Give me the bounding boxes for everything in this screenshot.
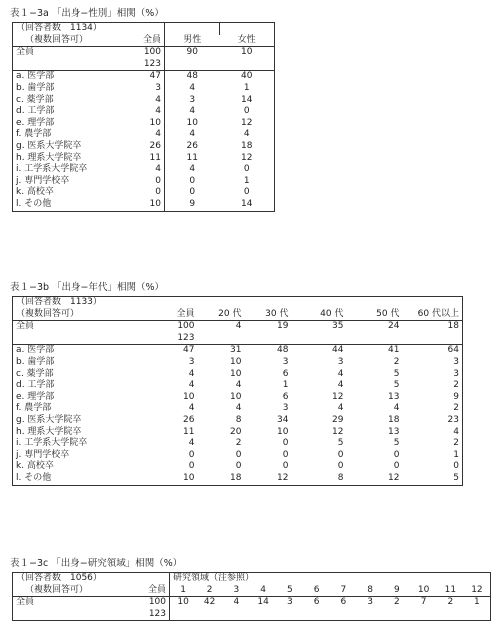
- multi-answer-note: （複数回答可）: [25, 584, 89, 595]
- table-row: [13, 106, 275, 118]
- area-num: 11: [444, 584, 457, 595]
- cell: 4: [113, 129, 165, 141]
- cell: 0: [243, 164, 250, 175]
- table-b-header-row-1: [13, 297, 463, 309]
- cell: 31: [230, 345, 242, 356]
- row-label: 全員: [16, 321, 35, 332]
- cell: 0: [337, 449, 344, 460]
- cell: 29: [332, 414, 344, 425]
- table-c-total-row: [13, 597, 491, 609]
- table-a-total-row: [13, 47, 275, 59]
- cell: 4: [189, 129, 196, 140]
- cell: 0: [282, 449, 289, 460]
- table-c: [12, 572, 491, 621]
- cell: 3: [337, 356, 344, 367]
- table-b-count-row: [13, 333, 463, 345]
- table-row: [13, 369, 463, 381]
- table-row: [13, 129, 275, 141]
- row-label: j. 専門学校卒: [16, 175, 70, 186]
- table-row: [13, 345, 463, 357]
- header-30s: 30 代: [265, 308, 289, 319]
- cell: 0: [453, 461, 459, 472]
- cell: 4: [188, 380, 195, 391]
- cell: 4: [235, 321, 242, 332]
- cell: 14: [241, 198, 253, 209]
- row-label: a. 医学部: [16, 71, 55, 82]
- cell: 10: [113, 199, 165, 211]
- table-row: [13, 438, 463, 450]
- row-label: g. 医系大学院卒: [16, 414, 82, 425]
- cell: 4: [393, 403, 400, 414]
- cell: 4: [337, 380, 344, 391]
- cell: 0: [393, 449, 400, 460]
- cell: 7: [420, 597, 427, 608]
- cell: 8: [235, 414, 242, 425]
- cell: 10: [241, 47, 253, 58]
- table-row: [13, 415, 463, 427]
- table-b-body: [13, 345, 463, 485]
- cell: 0: [235, 461, 242, 472]
- cell: 47: [113, 71, 165, 83]
- cell: 26: [186, 140, 198, 151]
- cell: 0: [189, 175, 196, 186]
- cell-count: 123: [113, 59, 165, 71]
- cell: 1: [243, 175, 250, 186]
- table-a-title: 表１−3a 「出身−性別」相関（%）: [10, 8, 164, 19]
- cell: 2: [393, 356, 400, 367]
- row-label: c. 薬学部: [16, 94, 54, 105]
- header-40s: 40 代: [320, 308, 344, 319]
- area-num: 1: [180, 584, 186, 595]
- cell: 4: [113, 95, 165, 107]
- row-label: i. 工学系大学院卒: [16, 438, 88, 449]
- cell: 0: [393, 461, 400, 472]
- table-row: [13, 380, 463, 392]
- cell: 1: [453, 449, 459, 460]
- cell: 42: [203, 597, 216, 608]
- cell: 44: [332, 345, 344, 356]
- header-male: 男性: [183, 34, 202, 45]
- cell: 4: [189, 164, 196, 175]
- table-row: [13, 95, 275, 107]
- cell: 0: [282, 438, 289, 449]
- table-row: [13, 450, 463, 462]
- cell: 10: [183, 391, 195, 402]
- table-c-count-row: [13, 609, 491, 621]
- cell: 2: [453, 438, 459, 449]
- table-b-total-row: [13, 321, 463, 333]
- row-label: h. 理系大学院卒: [16, 426, 82, 437]
- table-row: [13, 461, 463, 473]
- cell: 6: [340, 597, 347, 608]
- area-num: 2: [206, 584, 213, 595]
- area-num: 12: [471, 584, 483, 595]
- cell: 5: [453, 472, 459, 483]
- cell: 4: [189, 106, 196, 117]
- table-b: [12, 296, 463, 486]
- cell: 4: [189, 82, 196, 93]
- cell: 5: [337, 438, 344, 449]
- cell: 6: [313, 597, 320, 608]
- cell: 13: [388, 391, 400, 402]
- cell: 6: [282, 368, 289, 379]
- cell: 0: [235, 449, 242, 460]
- multi-answer-note: （複数回答可）: [16, 308, 80, 319]
- area-num: 8: [367, 584, 373, 595]
- cell: 10: [277, 426, 289, 437]
- table-row: [13, 187, 275, 199]
- header-all: 全員: [128, 585, 170, 597]
- respondents-count: （回答者数 1133）: [16, 297, 102, 307]
- cell: 18: [241, 140, 253, 151]
- table-c-title: 表１−3c 「出身−研究領域」相関（%）: [10, 558, 183, 569]
- area-num: 4: [260, 584, 266, 595]
- cell: 12: [241, 117, 253, 128]
- cell: 24: [388, 321, 400, 332]
- cell: 12: [388, 472, 400, 483]
- header-20s: 20 代: [218, 308, 242, 319]
- cell: 1: [282, 380, 289, 391]
- cell: 0: [282, 461, 289, 472]
- cell-count: 123: [128, 609, 170, 621]
- cell: 1: [243, 82, 250, 93]
- header-60s-plus: 60 代以上: [417, 308, 459, 319]
- table-a-header-row-1: [13, 23, 275, 35]
- cell: 2: [453, 403, 459, 414]
- cell: 0: [189, 187, 196, 198]
- area-num: 9: [394, 584, 400, 595]
- cell: 0: [113, 187, 165, 199]
- row-label: d. 工学部: [16, 106, 55, 117]
- cell: 4: [453, 426, 459, 437]
- header-all: 全員: [113, 35, 165, 47]
- cell: 26: [113, 141, 165, 153]
- cell: 12: [277, 472, 289, 483]
- cell: 4: [188, 403, 195, 414]
- table-row: [13, 199, 275, 211]
- cell: 3: [189, 94, 196, 105]
- cell: 4: [188, 438, 195, 449]
- row-label: a. 医学部: [16, 345, 55, 356]
- table-row: [13, 83, 275, 95]
- cell: 0: [188, 449, 195, 460]
- cell: 11: [183, 426, 195, 437]
- cell: 18: [388, 414, 400, 425]
- cell: 8: [337, 472, 344, 483]
- cell: 6: [282, 391, 289, 402]
- cell: 3: [188, 356, 195, 367]
- cell: 23: [447, 414, 459, 425]
- cell: 12: [332, 391, 344, 402]
- table-b-header-row-2: [13, 309, 463, 321]
- cell: 14: [257, 597, 269, 608]
- cell: 2: [453, 380, 459, 391]
- table-a: [12, 22, 275, 212]
- table-row: [13, 71, 275, 83]
- cell: 3: [282, 403, 289, 414]
- cell: 4: [235, 403, 242, 414]
- cell: 12: [332, 426, 344, 437]
- cell: 10: [230, 368, 242, 379]
- respondents-count: （回答者数 1056）: [13, 573, 170, 585]
- row-label: k. 高校卒: [16, 187, 54, 198]
- cell: 10: [183, 472, 195, 483]
- cell: 4: [337, 368, 344, 379]
- cell: 13: [388, 426, 400, 437]
- row-label: e. 理学部: [16, 117, 55, 128]
- cell: 11: [113, 153, 165, 165]
- cell: 5: [393, 368, 400, 379]
- cell: 4: [233, 597, 240, 608]
- header-female: 女性: [237, 34, 256, 45]
- header-all: 全員: [176, 308, 195, 319]
- cell: 100: [177, 321, 195, 332]
- cell: 3: [367, 597, 373, 608]
- cell: 0: [113, 176, 165, 188]
- row-label: f. 農学部: [16, 403, 52, 414]
- row-label: b. 歯学部: [16, 82, 55, 93]
- row-label: i. 工学系大学院卒: [16, 164, 88, 175]
- cell: 4: [113, 164, 165, 176]
- row-label: h. 理系大学院卒: [16, 152, 82, 163]
- cell: 100: [128, 597, 170, 609]
- row-label: c. 薬学部: [16, 368, 54, 379]
- cell: 9: [189, 198, 196, 209]
- table-b-title: 表１−3b 「出身−年代」相関（%）: [10, 282, 165, 293]
- cell: 12: [241, 152, 253, 163]
- row-label: g. 医系大学院卒: [16, 140, 82, 151]
- cell: 0: [188, 461, 195, 472]
- cell: 41: [388, 345, 400, 356]
- multi-answer-note: （複数回答可）: [25, 34, 89, 45]
- cell: 64: [447, 345, 459, 356]
- row-label: 全員: [16, 47, 35, 58]
- cell: 19: [277, 321, 289, 332]
- cell: 4: [188, 368, 195, 379]
- row-label: b. 歯学部: [16, 356, 55, 367]
- table-row: [13, 118, 275, 130]
- cell: 9: [453, 391, 459, 402]
- cell: 10: [230, 356, 242, 367]
- cell: 100: [113, 47, 165, 59]
- cell-count: 123: [177, 332, 195, 343]
- cell: 35: [332, 321, 344, 332]
- cell: 4: [235, 380, 242, 391]
- cell: 14: [241, 94, 253, 105]
- table-row: [13, 357, 463, 369]
- cell: 3: [453, 368, 459, 379]
- table-row: [13, 164, 275, 176]
- row-label: j. 専門学校卒: [16, 449, 70, 460]
- cell: 10: [230, 391, 242, 402]
- cell: 48: [277, 345, 289, 356]
- area-num: 3: [233, 584, 240, 595]
- cell: 2: [447, 597, 454, 608]
- row-label: k. 高校卒: [16, 461, 54, 472]
- cell: 5: [393, 438, 400, 449]
- table-c-header-row-2: [13, 585, 491, 597]
- table-c-header-row-1: [13, 573, 491, 585]
- table-a-count-row: [13, 59, 275, 71]
- row-label: e. 理学部: [16, 391, 55, 402]
- research-area-header: 研究領域（注参照）: [173, 573, 255, 583]
- cell: 48: [186, 71, 198, 82]
- cell: 40: [241, 71, 253, 82]
- cell: 5: [393, 380, 400, 391]
- table-row: [13, 473, 463, 485]
- table-row: [13, 153, 275, 165]
- table-row: [13, 403, 463, 415]
- row-label: l. その他: [16, 198, 52, 209]
- cell: 18: [447, 321, 459, 332]
- table-row: [13, 427, 463, 439]
- area-num: 7: [340, 584, 347, 595]
- area-num: 5: [287, 584, 293, 595]
- cell: 10: [186, 117, 198, 128]
- row-label: l. その他: [16, 472, 52, 483]
- respondents-count: （回答者数 1134）: [16, 23, 102, 33]
- table-a-body: [13, 71, 275, 211]
- row-label: d. 工学部: [16, 380, 55, 391]
- table-row: [13, 141, 275, 153]
- cell: 0: [337, 461, 344, 472]
- row-label: f. 農学部: [16, 129, 52, 140]
- cell: 2: [394, 597, 400, 608]
- cell: 10: [113, 118, 165, 130]
- cell: 0: [243, 187, 250, 198]
- area-num: 10: [417, 584, 430, 595]
- cell: 4: [113, 106, 165, 118]
- cell: 47: [183, 345, 195, 356]
- cell: 3: [287, 597, 293, 608]
- cell: 10: [177, 597, 189, 608]
- area-num: 6: [313, 584, 320, 595]
- cell: 0: [243, 106, 250, 117]
- row-label: 全員: [16, 597, 35, 608]
- cell: 3: [282, 356, 289, 367]
- table-row: [13, 392, 463, 404]
- cell: 26: [183, 414, 195, 425]
- cell: 4: [337, 403, 344, 414]
- cell: 34: [277, 414, 289, 425]
- table-row: [13, 176, 275, 188]
- header-50s: 50 代: [376, 308, 400, 319]
- cell: 18: [230, 472, 242, 483]
- cell: 3: [113, 83, 165, 95]
- cell: 90: [186, 47, 198, 58]
- cell: 4: [243, 129, 250, 140]
- table-a-header-row-2: [13, 35, 275, 47]
- cell: 1: [474, 597, 480, 608]
- cell: 3: [453, 356, 459, 367]
- cell: 20: [230, 426, 242, 437]
- cell: 2: [235, 438, 242, 449]
- cell: 11: [186, 152, 198, 163]
